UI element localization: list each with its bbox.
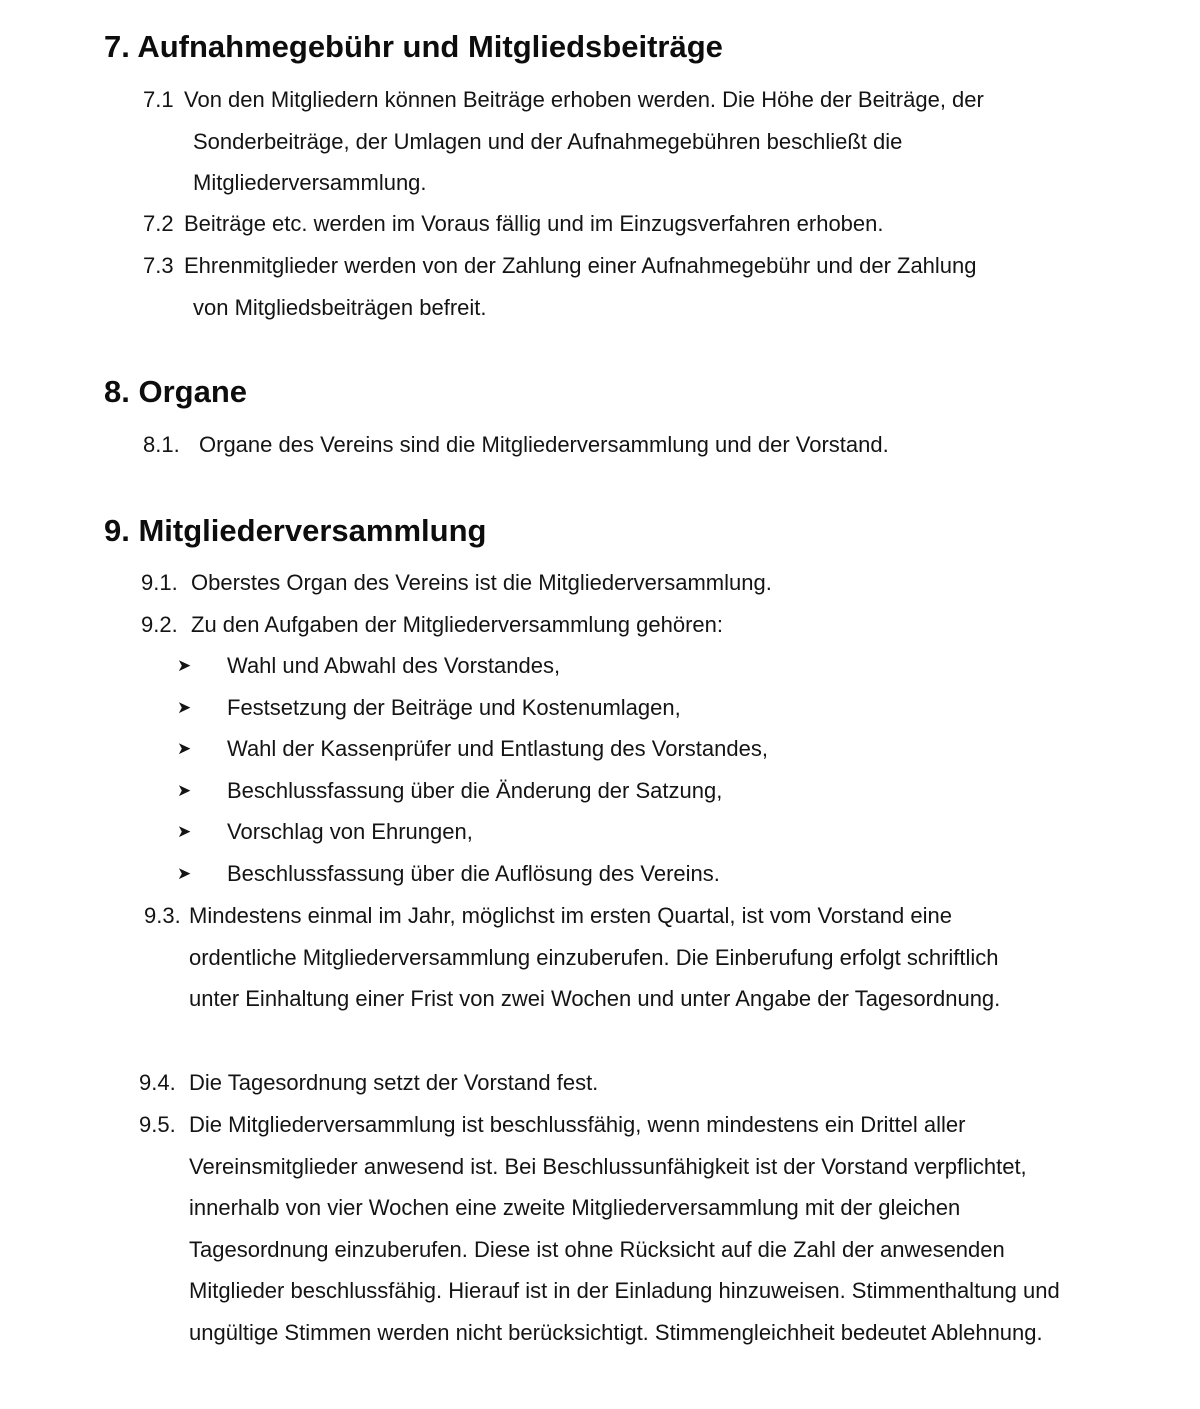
arrow-bullet-icon: ➤ xyxy=(177,656,192,675)
paragraph-first-line: Die Mitgliederversammlung ist beschlussfähig, wenn mindestens ein Drittel aller xyxy=(189,1112,966,1137)
paragraph-number: 9.1. xyxy=(141,570,178,595)
paragraph-number: 9.4. xyxy=(139,1070,176,1095)
arrow-bullet-icon: ➤ xyxy=(177,864,192,883)
arrow-bullet-icon: ➤ xyxy=(177,781,192,800)
paragraph-number: 9.5. xyxy=(139,1112,176,1137)
paragraph-continuation: Vereinsmitglieder anwesend ist. Bei Beschlussunfähigkeit ist der Vorstand verpflichtet, innerhalb von vier Wochen eine zweite Mitgliederversammlung mit der gleichen Tagesordnung einzuberufen. Diese ist ohne Rücksicht auf die Zahl der anwesenden Mitglieder beschlussfähig. Hierauf ist in der Einladung hinzuweisen. Stimmenthaltung und ungültige Stimmen werden nicht berücksichtigt. Stimmengleichheit bedeutet Ablehnung. xyxy=(189,1153,1060,1345)
paragraph-first-line: Mindestens einmal im Jahr, möglichst im ersten Quartal, ist vom Vorstand eine xyxy=(189,903,952,928)
bullet-text: Festsetzung der Beiträge und Kostenumlagen, xyxy=(227,695,681,720)
paragraph-number: 8.1. xyxy=(143,432,180,457)
arrow-bullet-icon: ➤ xyxy=(177,698,192,717)
paragraph-number: 7.1 xyxy=(143,87,174,112)
paragraph-number: 9.3. xyxy=(144,903,181,928)
bullet-text: Vorschlag von Ehrungen, xyxy=(227,819,473,844)
paragraph-first-line: Organe des Vereins sind die Mitgliederversammlung und der Vorstand. xyxy=(199,432,889,457)
paragraph-number: 7.3 xyxy=(143,253,174,278)
paragraph-continuation: ordentliche Mitgliederversammlung einzuberufen. Die Einberufung erfolgt schriftlich unter Einhaltung einer Frist von zwei Wochen und unter Angabe der Tagesordnung. xyxy=(189,944,1001,1011)
arrow-bullet-icon: ➤ xyxy=(177,822,192,841)
bullet-text: Beschlussfassung über die Auflösung des Vereins. xyxy=(227,861,720,886)
paragraph-number: 7.2 xyxy=(143,211,174,236)
bullet-text: Wahl der Kassenprüfer und Entlastung des Vorstandes, xyxy=(227,736,768,761)
paragraph-continuation: Sonderbeiträge, der Umlagen und der Aufnahmegebühren beschließt die Mitgliederversammlung. xyxy=(193,128,903,195)
paragraph-first-line: Oberstes Organ des Vereins ist die Mitgliederversammlung. xyxy=(191,570,772,595)
paragraph-first-line: Zu den Aufgaben der Mitgliederversammlung gehören: xyxy=(191,612,723,637)
paragraph-first-line: Ehrenmitglieder werden von der Zahlung einer Aufnahmegebühr und der Zahlung xyxy=(184,253,977,278)
section-7-heading: 7. Aufnahmegebühr und Mitgliedsbeiträge xyxy=(104,29,723,64)
bullet-text: Beschlussfassung über die Änderung der Satzung, xyxy=(227,778,723,803)
paragraph-continuation: von Mitgliedsbeiträgen befreit. xyxy=(193,294,487,320)
paragraph-first-line: Beiträge etc. werden im Voraus fällig und im Einzugsverfahren erhoben. xyxy=(184,211,884,236)
paragraph-number: 9.2. xyxy=(141,612,178,637)
arrow-bullet-icon: ➤ xyxy=(177,739,192,758)
bullet-text: Wahl und Abwahl des Vorstandes, xyxy=(227,653,561,678)
section-8-heading: 8. Organe xyxy=(104,374,247,409)
paragraph-first-line: Die Tagesordnung setzt der Vorstand fest. xyxy=(189,1070,599,1095)
paragraph-first-line: Von den Mitgliedern können Beiträge erhoben werden. Die Höhe der Beiträge, der xyxy=(184,87,984,112)
section-9-heading: 9. Mitgliederversammlung xyxy=(104,513,487,548)
